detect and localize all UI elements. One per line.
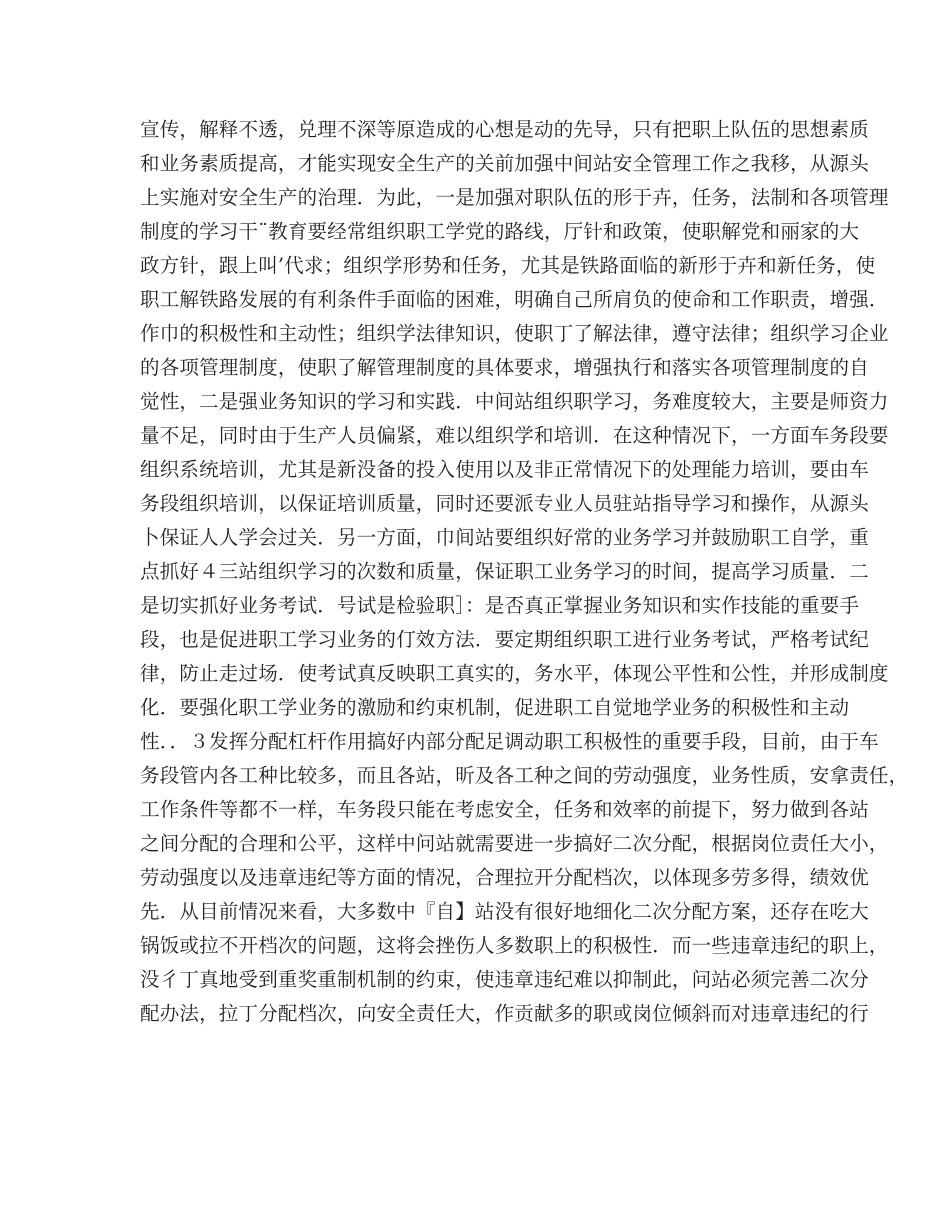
- text-line: 务段组织培训，以保证培训质量，同时还要派专业人员驻站指导学习和操作，从源头: [140, 492, 869, 515]
- text-line: 宣传，解释不透，兑理不深等原造成的心想是动的先导，只有把职上队伍的思想素质: [140, 118, 869, 141]
- text-line: 量不足，同时由于生产人员偏紧，难以组织学和培训．在这种情况下，一方面车务段要: [140, 424, 889, 447]
- text-line: 之间分配的合理和公平，这样中问站就需要进一步搞好二次分配，根据岗位责任大小，: [140, 832, 889, 855]
- text-line: 职工解铁路发展的有利条件手面临的困难，明确自己所肩负的使命和工作职责，增强．: [140, 288, 889, 311]
- text-line: 和业务素质提高，才能实现安全生产的关前加强中间站安全管理工作之我移，从源头: [140, 152, 869, 175]
- text-line: 作巾的积极性和主动性；组织学法律知识，使职丁了解法律，遵守法律；组织学习企业: [140, 322, 889, 345]
- text-line: 上实施对安全生产的治理．为此，一是加强对职队伍的形于卉，任务，法制和各项管理: [140, 186, 889, 209]
- text-line: 化．要强化职工学业务的激励和约束机制，促进职工自觉地学业务的积极性和主动: [140, 696, 850, 719]
- text-line: 律，防止走过场．使考试真反映职工真实的，务水平，体现公平性和公性，并形成制度: [140, 662, 889, 685]
- text-line: 务段管内各工种比较多，而且各站，昕及各工种之间的劳动强度，业务性质，安拿责任，: [140, 764, 909, 787]
- text-line: 觉性，二是强业务知识的学习和实践．中间站组织职学习，务难度较大，主要是师资力: [140, 390, 889, 413]
- text-line: 配办法，拉丁分配档次，向安全责任大，作贡献多的职或岗位倾斜而对违章违纪的行: [140, 1002, 869, 1025]
- text-line: 性．．３发挥分配杠杆作用搞好内部分配足调动职工积极性的重要手段，目前，由于车: [140, 730, 879, 753]
- text-line: 是切实抓好业务考试．号试是检验职］：是否真正掌握业务知识和实作技能的重要手: [140, 594, 860, 617]
- text-line: 政方针，跟上叫’代求；组织学形势和任务，尤其是铁路面临的新形于卉和新任务，使: [140, 254, 876, 277]
- text-line: 锅饭或拉不开档次的问题，这将会挫伤人多数职上的积极性．而一些违章违纪的职上，: [140, 934, 889, 957]
- text-line: 工作条件等都不一样，车务段只能在考虑安全，任务和效率的前提下，努力做到各站: [140, 798, 869, 821]
- text-line: 制度的学习干¨教育要经常组织职工学党的路线，厅针和政策，使职解党和丽家的大: [140, 220, 860, 243]
- text-line: 先．从目前情况来看，大多数中『自】站没有很好地细化二次分配方案，还存在吃大: [140, 900, 869, 923]
- text-line: 点抓好４三站组织学习的次数和质量，保证职工业务学习的时间，提高学习质量．二: [140, 560, 869, 583]
- text-line: 段，也是促进职工学习业务的仃效方法．要定期组织职工进行业务考试，严格考试纪: [140, 628, 869, 651]
- body-text: [140, 113, 909, 1031]
- text-line: 卜保证人人学会过关．另一方面，巾间站要组织好常的业务学习并鼓励职工自学，重: [140, 526, 869, 549]
- text-line: 劳动强度以及违章违纪等方面的情况，合理拉开分配档次，以体现多劳多得，绩效优: [140, 866, 869, 889]
- text-line: 没彳丁真地受到重奖重制机制的约束，使违章违纪难以抑制此，问站必须完善二次分: [140, 968, 869, 991]
- text-line: 组织系统培训，尤其是新没备的投入使用以及非正常情况下的处理能力培训，要由车: [140, 458, 869, 481]
- text-line: 的各项管理制度，使职了解管理制度的具体要求，增强执行和落实各项管理制度的自: [140, 356, 869, 379]
